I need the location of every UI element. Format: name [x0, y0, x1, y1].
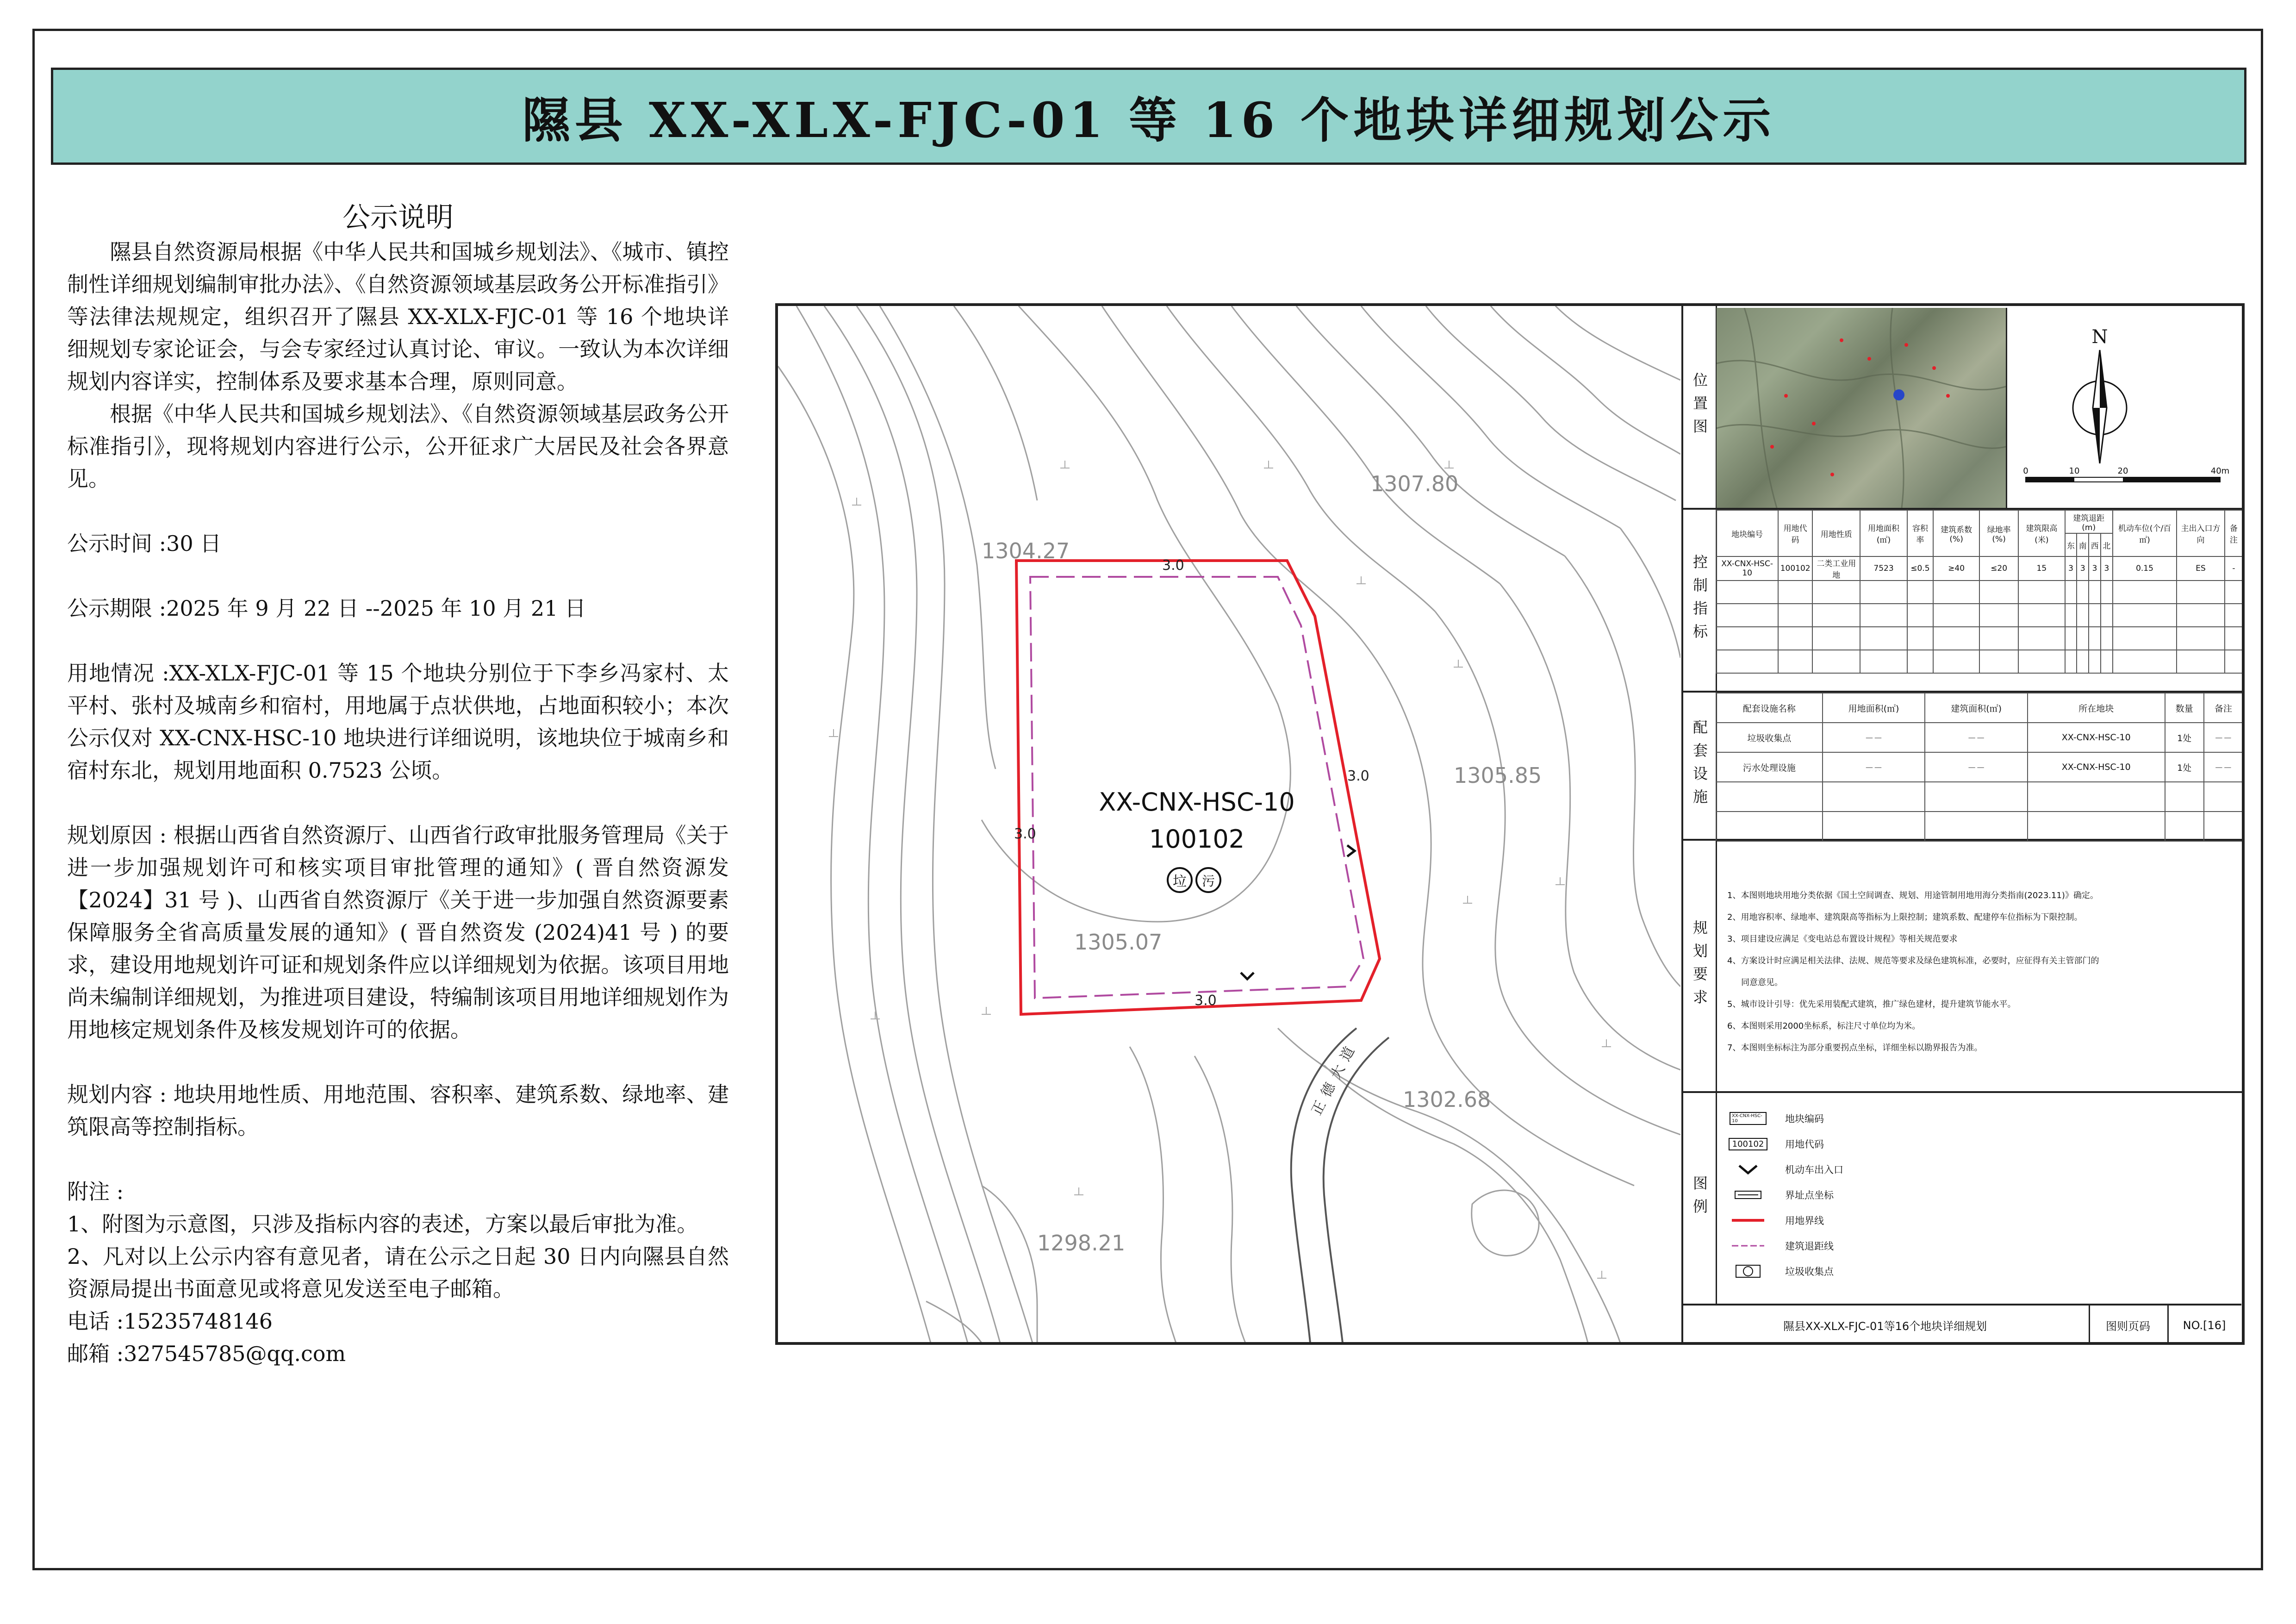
requirement-item: 5、城市设计引导：优先采用装配式建筑，推广绿色建材，提升建筑节能水平。: [1727, 999, 2016, 1009]
requirements-list: [1727, 885, 2232, 1059]
th-east: 东: [2065, 533, 2077, 556]
footer-page-number: NO.[16]: [2183, 1318, 2226, 1332]
th-nature: 用地性质: [1812, 510, 1860, 556]
notice-heading: 公示说明: [342, 201, 454, 234]
elevation-label: 1298.21: [1037, 1230, 1126, 1255]
legend-item: 垃圾收集点: [1730, 1264, 1834, 1278]
setback-line-icon: [1730, 1239, 1767, 1253]
legend-item: XX-CNX-HSC-10 地块编码: [1730, 1112, 1824, 1125]
control-section: [1683, 510, 2243, 693]
notice-email: 邮箱 :327545785@qq.com: [67, 1341, 346, 1366]
notice-time: 公示时间 :30 日: [67, 531, 222, 556]
page-title: 隰县 XX-XLX-FJC-01 等 16 个地块详细规划公示: [522, 92, 1776, 149]
boundary-point-icon: [1730, 1188, 1767, 1202]
setback-label: 3.0: [1347, 768, 1369, 784]
elevation-label: 1302.68: [1403, 1087, 1491, 1112]
legend-item: 100102 用地代码: [1730, 1137, 1824, 1151]
map-land-code: 100102: [1149, 824, 1245, 854]
th-north: 北: [2101, 533, 2113, 556]
vehicle-entrance-icon: [1730, 1162, 1767, 1176]
legend-item: 用地界线: [1730, 1213, 1824, 1227]
th-south: 南: [2077, 533, 2089, 556]
requirement-item: 2、用地容积率、绿地率、建筑限高等指标为上限控制；建筑系数、配建停车位指标为下限控制。: [1727, 912, 2083, 922]
footer-page-label: 图则页码: [2089, 1305, 2169, 1345]
th-remark: 备注: [2225, 510, 2243, 556]
setback-label: 3.0: [1162, 557, 1184, 574]
elevation-label: 1305.85: [1454, 763, 1542, 788]
title-bar: [51, 68, 2246, 165]
location-section: [1683, 306, 2243, 510]
scale-bar: [2021, 463, 2234, 491]
svg-text:10: 10: [2069, 466, 2080, 476]
notice-content: 规划内容 : 地块用地性质、用地范围、容积率、建筑系数、绿地率、建筑限高等控制指标。: [67, 1082, 729, 1139]
garbage-point-icon: [1730, 1264, 1767, 1278]
control-table: [1716, 510, 2243, 674]
setback-label: 3.0: [1195, 993, 1217, 1009]
th-far: 容积率: [1907, 510, 1933, 556]
location-label: 位置图: [1683, 306, 1717, 508]
legend-section: [1683, 1093, 2243, 1304]
notice-section: [67, 192, 729, 1370]
svg-text:垃: 垃: [1173, 874, 1187, 890]
plan-drawing: [775, 303, 2245, 1345]
map-parcel-code: XX-CNX-HSC-10: [1099, 787, 1295, 817]
topographic-map: [778, 306, 1680, 1343]
vehicle-entrance-icon: [1241, 845, 1355, 979]
road-label: 正德大道: [1308, 1038, 1361, 1118]
notice-note-2: 2、凡对以上公示内容有意见者，请在公示之日起 30 日内向隰县自然资源局提出书面意见或将意见发送至电子邮箱。: [67, 1244, 729, 1301]
notice-note-1: 1、附图为示意图，只涉及指标内容的表述，方案以最后审批为准。: [67, 1212, 698, 1237]
svg-text:污: 污: [1201, 874, 1215, 889]
th-code: 用地代码: [1778, 510, 1812, 556]
footer-title: 隰县XX-XLX-FJC-01等16个地块详细规划: [1681, 1305, 2090, 1345]
requirement-item: 3、项目建设应满足《变电站总布置设计规程》等相关规范要求: [1727, 934, 1958, 944]
facilities-label: 配套设施: [1683, 693, 1717, 839]
site-map: [778, 306, 1680, 1343]
requirement-item: 同意意见。: [1741, 978, 1783, 987]
notice-land: 用地情况 :XX-XLX-FJC-01 等 15 个地块分别位于下李乡冯家村、太平村、张村及城南乡和宿村，用地属于点状供地，占地面积较小；本次公示仅对 XX-CNX-HSC-10 地块进行详细说明，该地块位于城南乡和宿村东北，规划用地面积 0.7523 公顷。: [67, 661, 729, 783]
th-parcel: 地块编号: [1716, 510, 1778, 556]
facilities-table: 配套设施名称 用地面积(㎡) 建筑面积(㎡) 所在地块 数量 备注 垃圾收集点 －－ －－ XX-CNX-HSC-10 1处 －－ 污水处理设施 －－ －－ XX-CNX-HSC-10 1处 －－: [1716, 693, 2243, 842]
table-row: XX-CNX-HSC-10 100102 二类工业用地 7523 ≤0.5 ≥40 ≤20 15 3 3 3 3 0.15 ES -: [1716, 556, 2243, 581]
north-arrow: [2072, 325, 2128, 473]
th-green: 绿地率(%): [1979, 510, 2018, 556]
th-area: 用地面积(㎡): [1860, 510, 1907, 556]
th-entrance: 主出入口方向: [2177, 510, 2225, 556]
svg-text:20: 20: [2117, 466, 2128, 476]
elevation-label: 1304.27: [982, 538, 1070, 563]
legend-item: 界址点坐标: [1730, 1188, 1834, 1202]
requirement-item: 4、方案设计时应满足相关法律、法规、规范等要求及绿色建筑标准，必要时，应征得有关主管部门的: [1727, 956, 2099, 966]
notice-reason: 规划原因 : 根据山西省自然资源厅、山西省行政审批服务管理局《关于进一步加强规划许可和核实项目审批管理的通知》( 晋自然资源发【2024】31 号 )、山西省自然资源厅《关于进一步加强自然资源要素保障服务全省高质量发展的通知》( 晋自然资发 (2024)41 号 ) 的要求，建设用地规划许可证和规划条件应以详细规划为依据。该项目用地尚未编制详细规划，为推进项目建设，特编制该项目用地详细规划作为用地核定规划条件及核发规划许可的依据。: [67, 823, 729, 1042]
th-coverage: 建筑系数(%): [1933, 510, 1979, 556]
table-row: 垃圾收集点 －－ －－ XX-CNX-HSC-10 1处 －－: [1716, 723, 2243, 752]
boundary-line-icon: [1730, 1213, 1767, 1227]
requirement-item: 1、本图则地块用地分类依据《国土空间调查、规划、用途管制用地用海分类指南(2023.11)》确定。: [1727, 891, 2098, 900]
notice-para-1: 隰县自然资源局根据《中华人民共和国城乡规划法》、《城市、镇控制性详细规划编制审批办法》、《自然资源领域基层政务公开标准指引》等法律法规规定，组织召开了隰县 XX-XLX-FJC-01 等 16 个地块详细规划专家论证会，与会专家经过认真讨论、审议。一致认为本次详细规划内容详实，控制体系及要求基本合理，原则同意。: [67, 239, 729, 394]
sewage-facility-icon: [1196, 868, 1220, 892]
facilities-section: [1683, 693, 2243, 841]
legend-item: 建筑退距线: [1730, 1239, 1834, 1253]
requirements-label: 规划要求: [1683, 841, 1717, 1091]
svg-text:40m: 40m: [2210, 466, 2230, 476]
setback-label: 3.0: [1014, 826, 1036, 842]
notice-para-2: 根据《中华人民共和国城乡规划法》、《自然资源领域基层政务公开标准指引》，现将规划内容进行公示，公开征求广大居民及社会各界意见。: [67, 401, 729, 491]
notice-phone: 电话 :15235748146: [67, 1309, 273, 1334]
legend-label: 图例: [1683, 1093, 1717, 1304]
th-west: 西: [2089, 533, 2101, 556]
garbage-point-icon: [1168, 868, 1192, 892]
svg-text:N: N: [2091, 326, 2108, 348]
elevation-label: 1305.07: [1074, 930, 1163, 955]
th-parking: 机动车位(个/百㎡): [2113, 510, 2177, 556]
th-height: 建筑限高(米): [2018, 510, 2065, 556]
table-row: 污水处理设施 －－ －－ XX-CNX-HSC-10 1处 －－: [1716, 752, 2243, 782]
elevation-label: 1307.80: [1370, 471, 1459, 496]
requirements-section: [1683, 841, 2243, 1093]
svg-text:0: 0: [2023, 466, 2028, 476]
legend-item: 机动车出入口: [1730, 1162, 1843, 1176]
info-panel: [1681, 306, 2243, 1343]
requirement-item: 7、本图则坐标标注为部分重要拐点坐标，详细坐标以勘界报告为准。: [1727, 1043, 1983, 1053]
control-label: 控制指标: [1683, 510, 1717, 691]
notice-period: 公示期限 :2025 年 9 月 22 日 --2025 年 10 月 21 日: [67, 596, 586, 621]
drawing-footer: [1681, 1304, 2241, 1345]
location-map-image: [1717, 308, 2007, 508]
th-setback: 建筑退距(m): [2065, 510, 2113, 533]
requirement-item: 6、本图则采用2000坐标系，标注尺寸单位均为米。: [1727, 1021, 1921, 1031]
notice-note-head: 附注 :: [67, 1179, 124, 1204]
